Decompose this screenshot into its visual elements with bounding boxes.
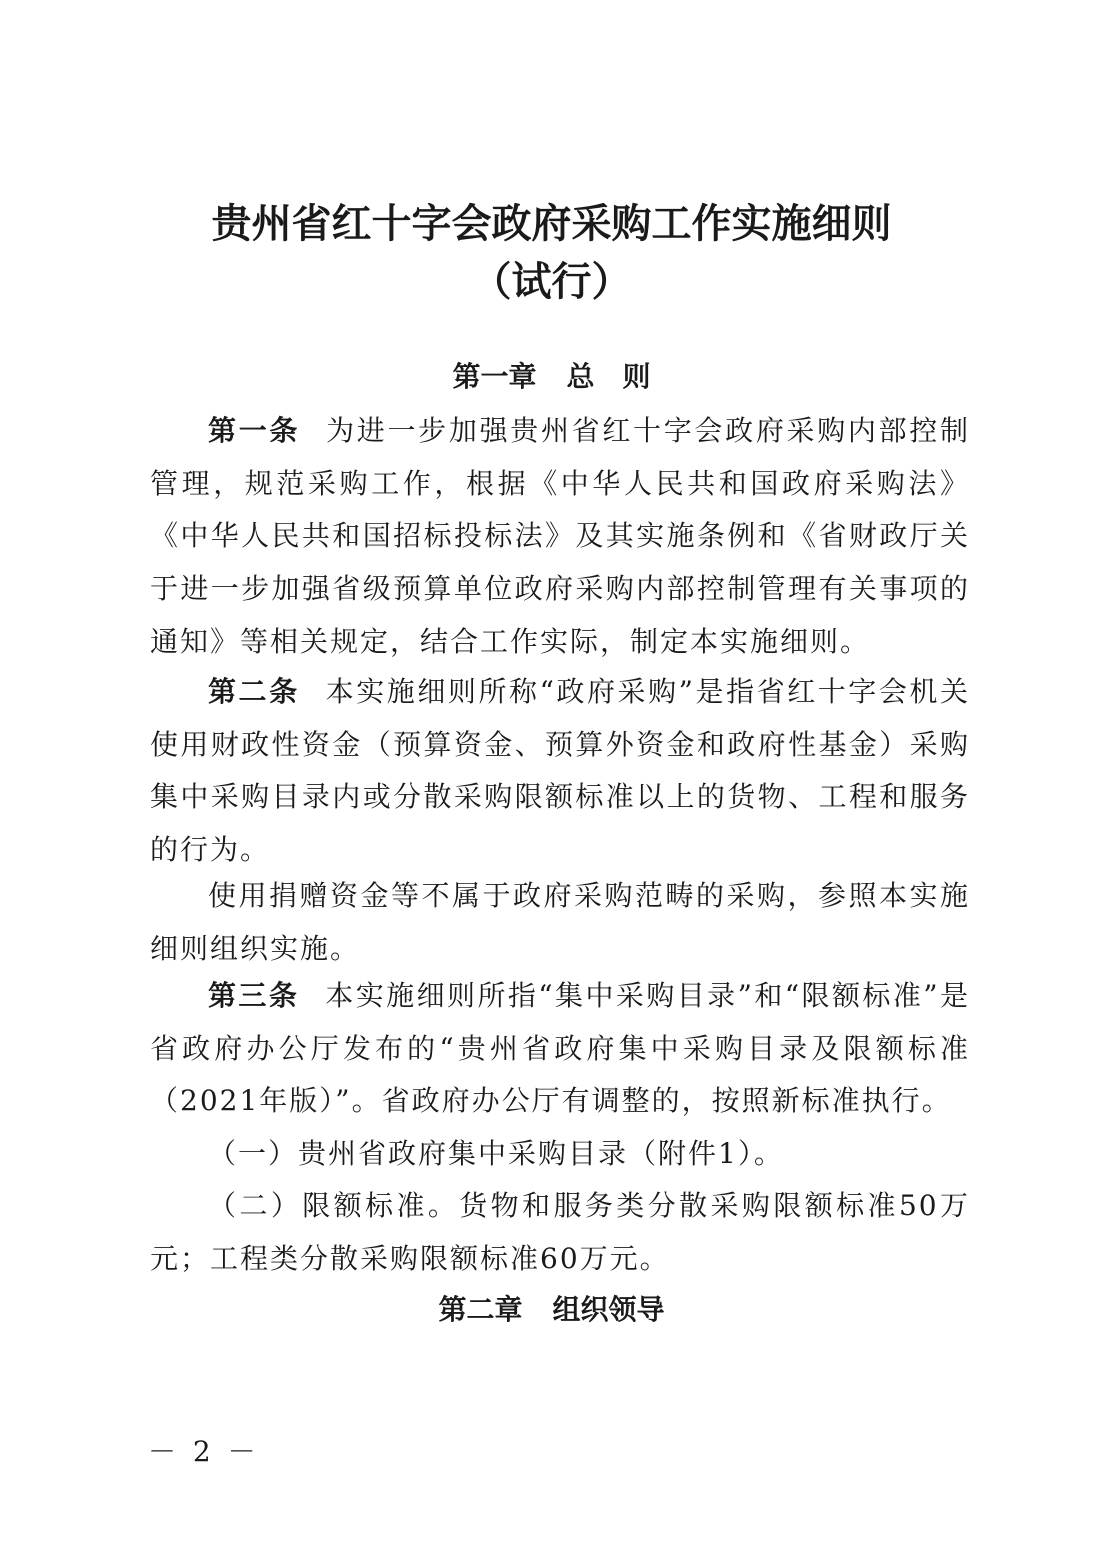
article-text: 本实施细则所称“政府采购”是指省红十字会机关使用财政性资金（预算资金、预算外资金和政府性基金）采购集中采购目录内或分散采购限额标准以上的货物、工程和服务的行为。 [150, 675, 970, 867]
list-item-text: （一）贵州省政府集中采购目录（附件1）。 [208, 1137, 784, 1170]
chapter-name: 总 则 [566, 360, 651, 393]
article-text: 本实施细则所指“集中采购目录”和“限额标准”是省政府办公厅发布的“贵州省政府集中采购目录及限额标准（2021年版）”。省政府办公厅有调整的，按照新标准执行。 [150, 979, 970, 1118]
article-text: 为进一步加强贵州省红十字会政府采购内部控制管理，规范采购工作，根据《中华人民共和国政府采购法》《中华人民共和国招标投标法》及其实施条例和《省财政厅关于进一步加强省级预算单位政府采购内部控制管理有关事项的通知》等相关规定，结合工作实际，制定本实施细则。 [150, 414, 970, 658]
article-lead: 第三条 [208, 979, 300, 1012]
chapter-label: 第二章 [438, 1293, 523, 1326]
page-number: － 2 － [148, 1435, 260, 1468]
chapter-heading-1 [0, 357, 1103, 397]
paragraph-text: 使用捐赠资金等不属于政府采购范畴的采购，参照本实施细则组织实施。 [150, 879, 970, 965]
paragraph-donation [150, 870, 970, 975]
article-2 [150, 666, 970, 877]
chapter-name: 组织领导 [552, 1293, 665, 1326]
document-title: 贵州省红十字会政府采购工作实施细则 [211, 201, 892, 247]
article-lead: 第二条 [208, 675, 300, 708]
list-item-text: （二）限额标准。货物和服务类分散采购限额标准50万元；工程类分散采购限额标准60万元。 [150, 1189, 970, 1275]
article-1 [150, 405, 970, 669]
chapter-heading-2 [0, 1290, 1103, 1330]
list-item-2 [150, 1180, 970, 1285]
article-3 [150, 970, 970, 1128]
document-subtitle: （试行） [471, 259, 632, 305]
article-lead: 第一条 [208, 414, 301, 447]
list-item-1 [150, 1128, 970, 1181]
chapter-label: 第一章 [452, 360, 537, 393]
